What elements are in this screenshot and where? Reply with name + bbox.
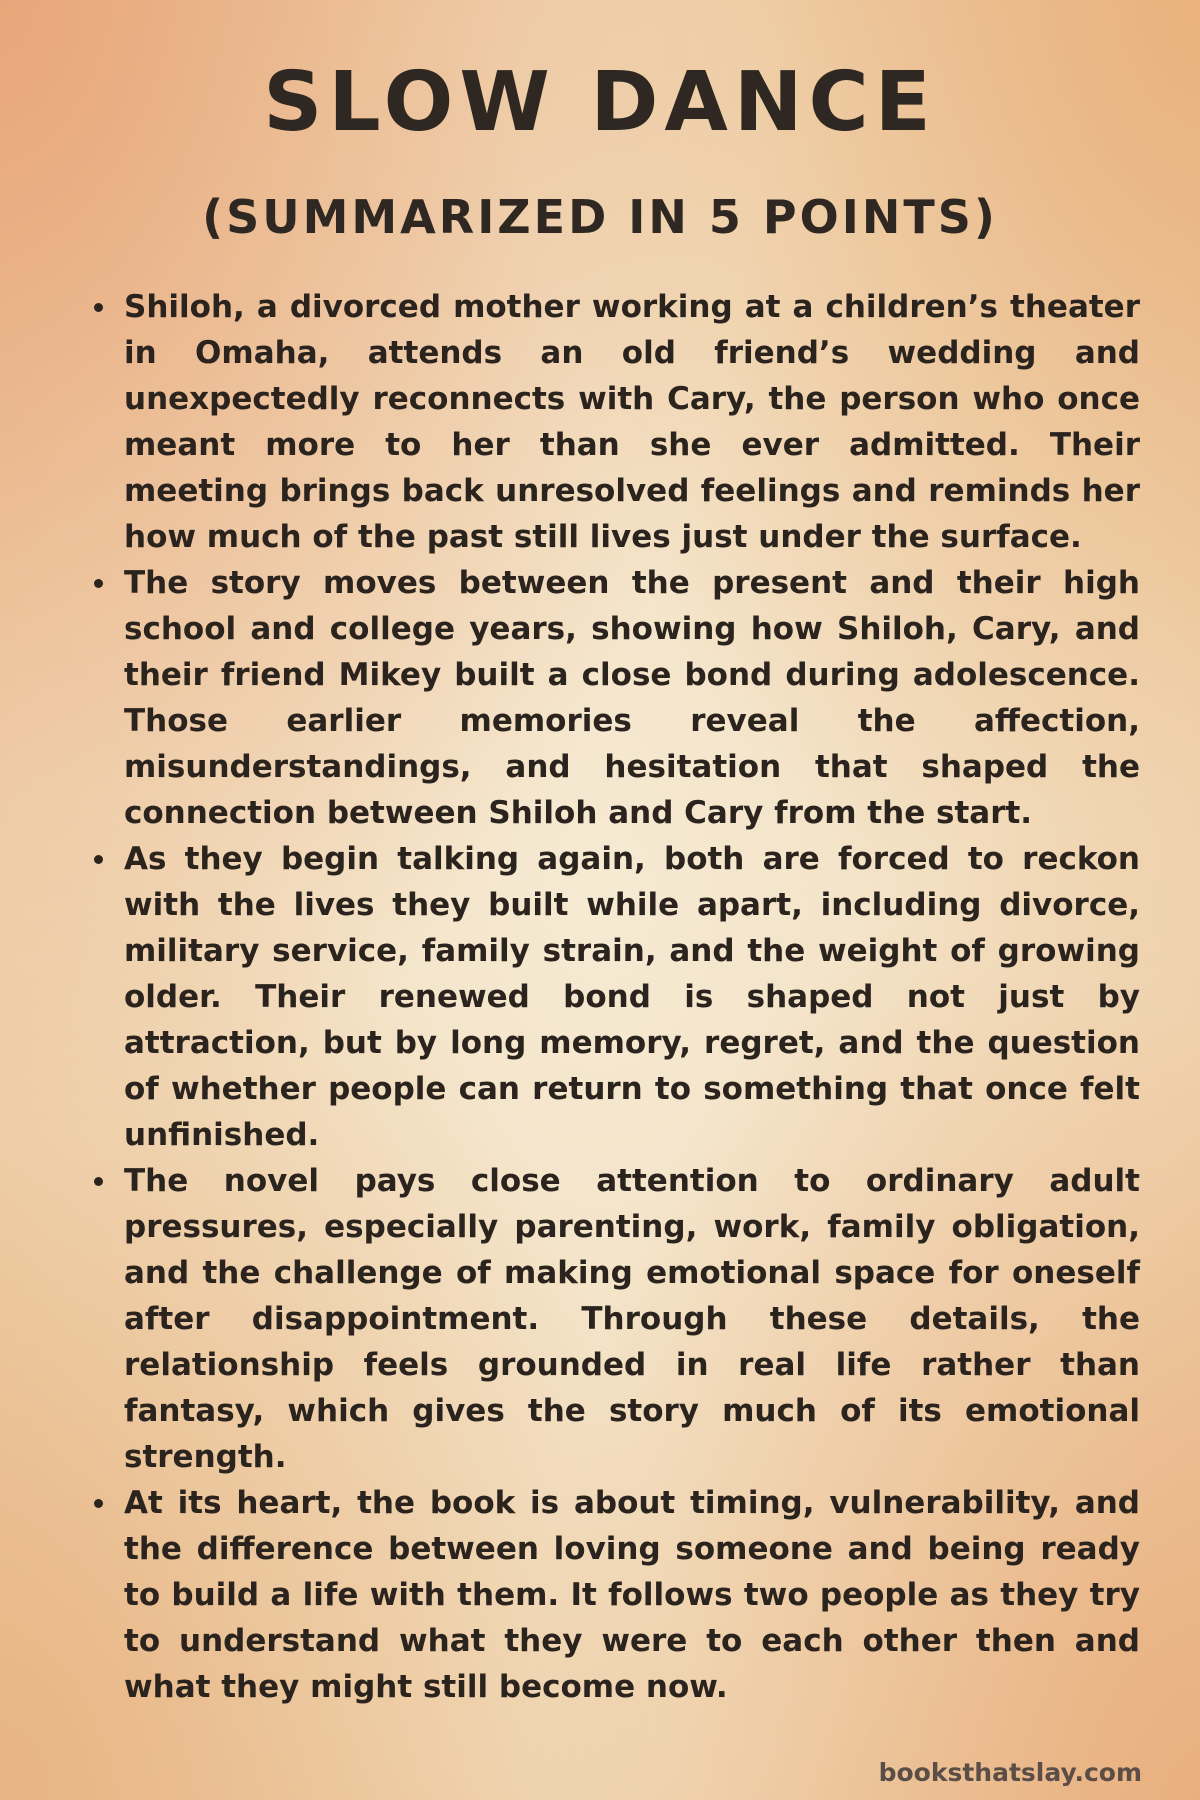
summary-point-text: The novel pays close attention to ordinary adult pressures, especially parenting, work, family obligation, and the challenge of making emotional space for oneself after disappointment. Through these details, the relationship feels grounded in real life rather than fantasy, which gives the story much of its emotional strength. xyxy=(124,1163,1140,1475)
summary-point-text: Shiloh, a divorced mother working at a children’s theater in Omaha, attends an old friend’s wedding and unexpectedly reconnects with Cary, the person who once meant more to her than she ever admitted. Their meeting brings back unresolved feelings and reminds her how much of the past still lives just under the surface. xyxy=(124,289,1140,555)
bullet-icon xyxy=(94,855,103,864)
bullet-icon xyxy=(94,1177,103,1186)
summary-point-text: The story moves between the present and their high school and college years, showing how Shiloh, Cary, and their friend Mikey built a close bond during adolescence. Those earlier memories reveal the affection, misunderstandings, and hesitation that shaped the connection between Shiloh and Cary from the start. xyxy=(124,565,1140,831)
summary-point xyxy=(92,836,1140,1158)
summary-point xyxy=(92,1480,1140,1710)
page-title: SLOW DANCE xyxy=(263,55,937,150)
summary-points-list xyxy=(92,284,1140,1710)
summary-point xyxy=(92,1158,1140,1480)
summary-point-text: At its heart, the book is about timing, vulnerability, and the difference between loving someone and being ready to build a life with them. It follows two people as they try to understand what they were to each other then and what they might still become now. xyxy=(124,1485,1140,1705)
bullet-icon xyxy=(94,1499,103,1508)
summary-point-text: As they begin talking again, both are forced to reckon with the lives they built while apart, including divorce, military service, family strain, and the weight of growing older. Their renewed bond is shaped not just by attraction, but by long memory, regret, and the question of whether people can return to something that once felt unfinished. xyxy=(124,841,1140,1153)
summary-point xyxy=(92,284,1140,560)
page-subtitle: (SUMMARIZED IN 5 POINTS) xyxy=(202,190,998,244)
summary-point xyxy=(92,560,1140,836)
bullet-icon xyxy=(94,303,103,312)
source-watermark: booksthatslay.com xyxy=(878,1758,1142,1787)
bullet-icon xyxy=(94,579,103,588)
